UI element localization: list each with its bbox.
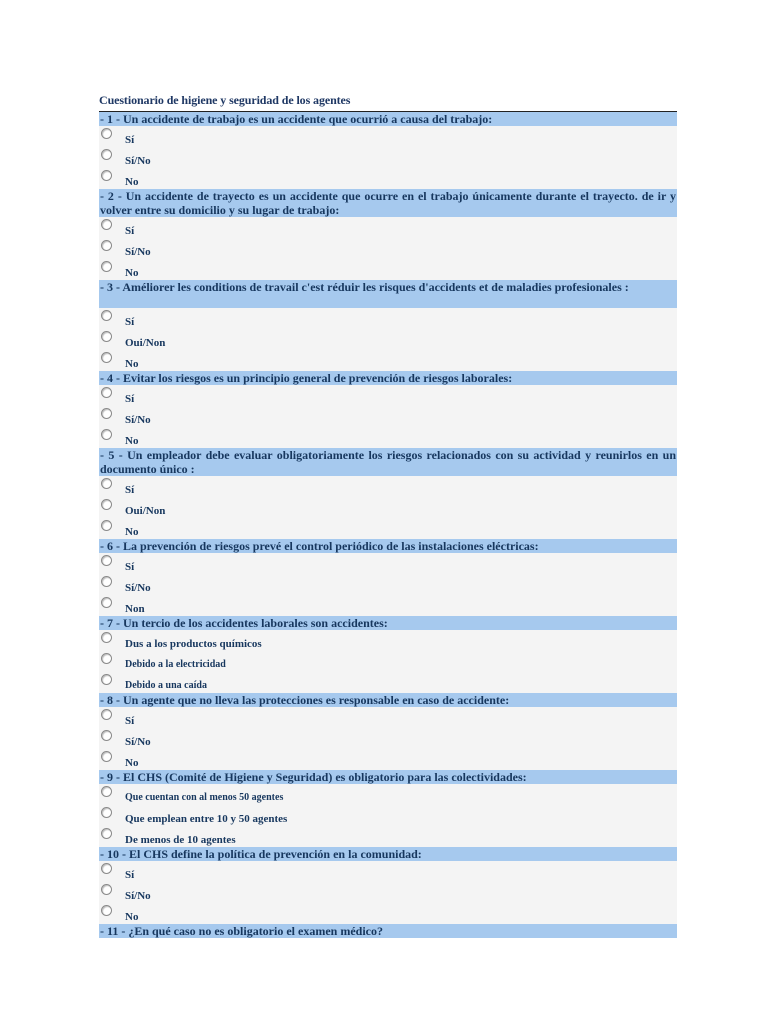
question-7-options	[99, 630, 677, 693]
answer-option[interactable]	[99, 126, 677, 147]
radio-button[interactable]	[101, 499, 112, 510]
question-1-options	[99, 126, 677, 189]
radio-button[interactable]	[101, 331, 112, 342]
radio-button[interactable]	[101, 884, 112, 895]
answer-option[interactable]	[99, 518, 677, 539]
answer-label: Non	[125, 603, 145, 615]
answer-option[interactable]	[99, 861, 677, 882]
answer-label: Sí/No	[125, 414, 151, 426]
radio-button[interactable]	[101, 240, 112, 251]
radio-button[interactable]	[101, 576, 112, 587]
answer-option[interactable]	[99, 728, 677, 749]
radio-button[interactable]	[101, 387, 112, 398]
question-1-text: - 1 - Un accidente de trabajo es un accidente que ocurrió a causa del trabajo:	[99, 112, 677, 126]
answer-label: Sí	[125, 869, 135, 881]
question-3-options	[99, 308, 677, 371]
answer-label: No	[125, 176, 139, 188]
radio-button[interactable]	[101, 310, 112, 321]
answer-option[interactable]	[99, 238, 677, 259]
radio-button[interactable]	[101, 408, 112, 419]
answer-option[interactable]	[99, 329, 677, 350]
question-11-text: - 11 - ¿En qué caso no es obligatorio el examen médico?	[99, 924, 677, 938]
answer-option[interactable]	[99, 308, 677, 329]
question-10-options	[99, 861, 677, 924]
radio-button[interactable]	[101, 730, 112, 741]
question-5-text: - 5 - Un empleador debe evaluar obligatoriamente los riesgos relacionados con su actividad y reunirlos en un documento único :	[100, 448, 676, 476]
radio-button[interactable]	[101, 128, 112, 139]
radio-button[interactable]	[101, 674, 112, 685]
radio-button[interactable]	[101, 632, 112, 643]
answer-option[interactable]	[99, 147, 677, 168]
answer-option[interactable]	[99, 406, 677, 427]
radio-button[interactable]	[101, 429, 112, 440]
answer-option[interactable]	[99, 350, 677, 371]
radio-button[interactable]	[101, 786, 112, 797]
question-6-text: - 6 - La prevención de riesgos prevé el control periódico de las instalaciones eléctricas:	[99, 539, 677, 553]
radio-button[interactable]	[101, 863, 112, 874]
question-4-text: - 4 - Evitar los riesgos es un principio general de prevención de riesgos laborales:	[99, 371, 677, 385]
question-2-options	[99, 217, 677, 280]
answer-label: No	[125, 757, 139, 769]
radio-button[interactable]	[101, 170, 112, 181]
answer-option[interactable]	[99, 826, 677, 847]
answer-option[interactable]	[99, 427, 677, 448]
answer-option[interactable]	[99, 259, 677, 280]
answer-option[interactable]	[99, 168, 677, 189]
question-10-text: - 10 - El CHS define la política de prevención en la comunidad:	[99, 847, 677, 861]
answer-label: Sí	[125, 715, 135, 727]
radio-button[interactable]	[101, 709, 112, 720]
answer-option[interactable]	[99, 672, 677, 693]
answer-option[interactable]	[99, 882, 677, 903]
question-3-text: - 3 - Améliorer les conditions de travail c'est réduir les risques d'accidents et de maladies profesionales :	[99, 280, 677, 308]
radio-button[interactable]	[101, 828, 112, 839]
answer-label: Dus a los productos químicos	[125, 638, 262, 650]
radio-button[interactable]	[101, 219, 112, 230]
answer-option[interactable]	[99, 595, 677, 616]
radio-button[interactable]	[101, 520, 112, 531]
answer-label: No	[125, 358, 139, 370]
answer-option[interactable]	[99, 651, 677, 672]
radio-button[interactable]	[101, 352, 112, 363]
answer-label: Sí/No	[125, 155, 151, 167]
question-9-options	[99, 784, 677, 847]
answer-option[interactable]	[99, 707, 677, 728]
answer-label: Sí/No	[125, 582, 151, 594]
answer-label: Sí	[125, 393, 135, 405]
radio-button[interactable]	[101, 807, 112, 818]
answer-option[interactable]	[99, 553, 677, 574]
answer-label: Sí	[125, 225, 135, 237]
question-8-text: - 8 - Un agente que no lleva las protecciones es responsable en caso de accidente:	[99, 693, 677, 707]
question-6-options	[99, 553, 677, 616]
radio-button[interactable]	[101, 653, 112, 664]
answer-label: Oui/Non	[125, 505, 166, 517]
answer-label: Oui/Non	[125, 337, 166, 349]
quiz-list	[99, 112, 677, 938]
question-9-text: - 9 - El CHS (Comité de Higiene y Seguridad) es obligatorio para las colectividades:	[99, 770, 677, 784]
answer-label: Debido a una caída	[125, 680, 207, 691]
radio-button[interactable]	[101, 905, 112, 916]
question-8-options	[99, 707, 677, 770]
answer-label: Sí	[125, 316, 135, 328]
answer-label: De menos de 10 agentes	[125, 834, 236, 846]
answer-label: No	[125, 526, 139, 538]
question-2-text: - 2 - Un accidente de trayecto es un accidente que ocurre en el trabajo únicamente durante el trayecto. de ir y volver entre su domicilio y su lugar de trabajo:	[100, 189, 676, 217]
radio-button[interactable]	[101, 261, 112, 272]
radio-button[interactable]	[101, 149, 112, 160]
answer-option[interactable]	[99, 630, 677, 651]
answer-option[interactable]	[99, 784, 677, 805]
radio-button[interactable]	[101, 478, 112, 489]
answer-label: Debido a la electricidad	[125, 659, 226, 670]
answer-option[interactable]	[99, 749, 677, 770]
answer-label: Que emplean entre 10 y 50 agentes	[125, 813, 288, 825]
answer-label: No	[125, 267, 139, 279]
radio-button[interactable]	[101, 751, 112, 762]
question-4-options	[99, 385, 677, 448]
answer-label: No	[125, 435, 139, 447]
answer-option[interactable]	[99, 574, 677, 595]
answer-label: Sí/No	[125, 890, 151, 902]
answer-label: Sí/No	[125, 736, 151, 748]
answer-label: Sí	[125, 134, 135, 146]
answer-option[interactable]	[99, 385, 677, 406]
question-5-options	[99, 476, 677, 539]
question-7-text: - 7 - Un tercio de los accidentes laborales son accidentes:	[99, 616, 677, 630]
answer-label: Sí	[125, 484, 135, 496]
answer-label: Que cuentan con al menos 50 agentes	[125, 792, 284, 803]
document-title: Cuestionario de higiene y seguridad de los agentes	[99, 93, 351, 107]
answer-label: Sí	[125, 561, 135, 573]
answer-option[interactable]	[99, 903, 677, 924]
answer-option[interactable]	[99, 497, 677, 518]
answer-option[interactable]	[99, 217, 677, 238]
radio-button[interactable]	[101, 555, 112, 566]
answer-label: No	[125, 911, 139, 923]
radio-button[interactable]	[101, 597, 112, 608]
answer-option[interactable]	[99, 805, 677, 826]
answer-label: Sí/No	[125, 246, 151, 258]
answer-option[interactable]	[99, 476, 677, 497]
